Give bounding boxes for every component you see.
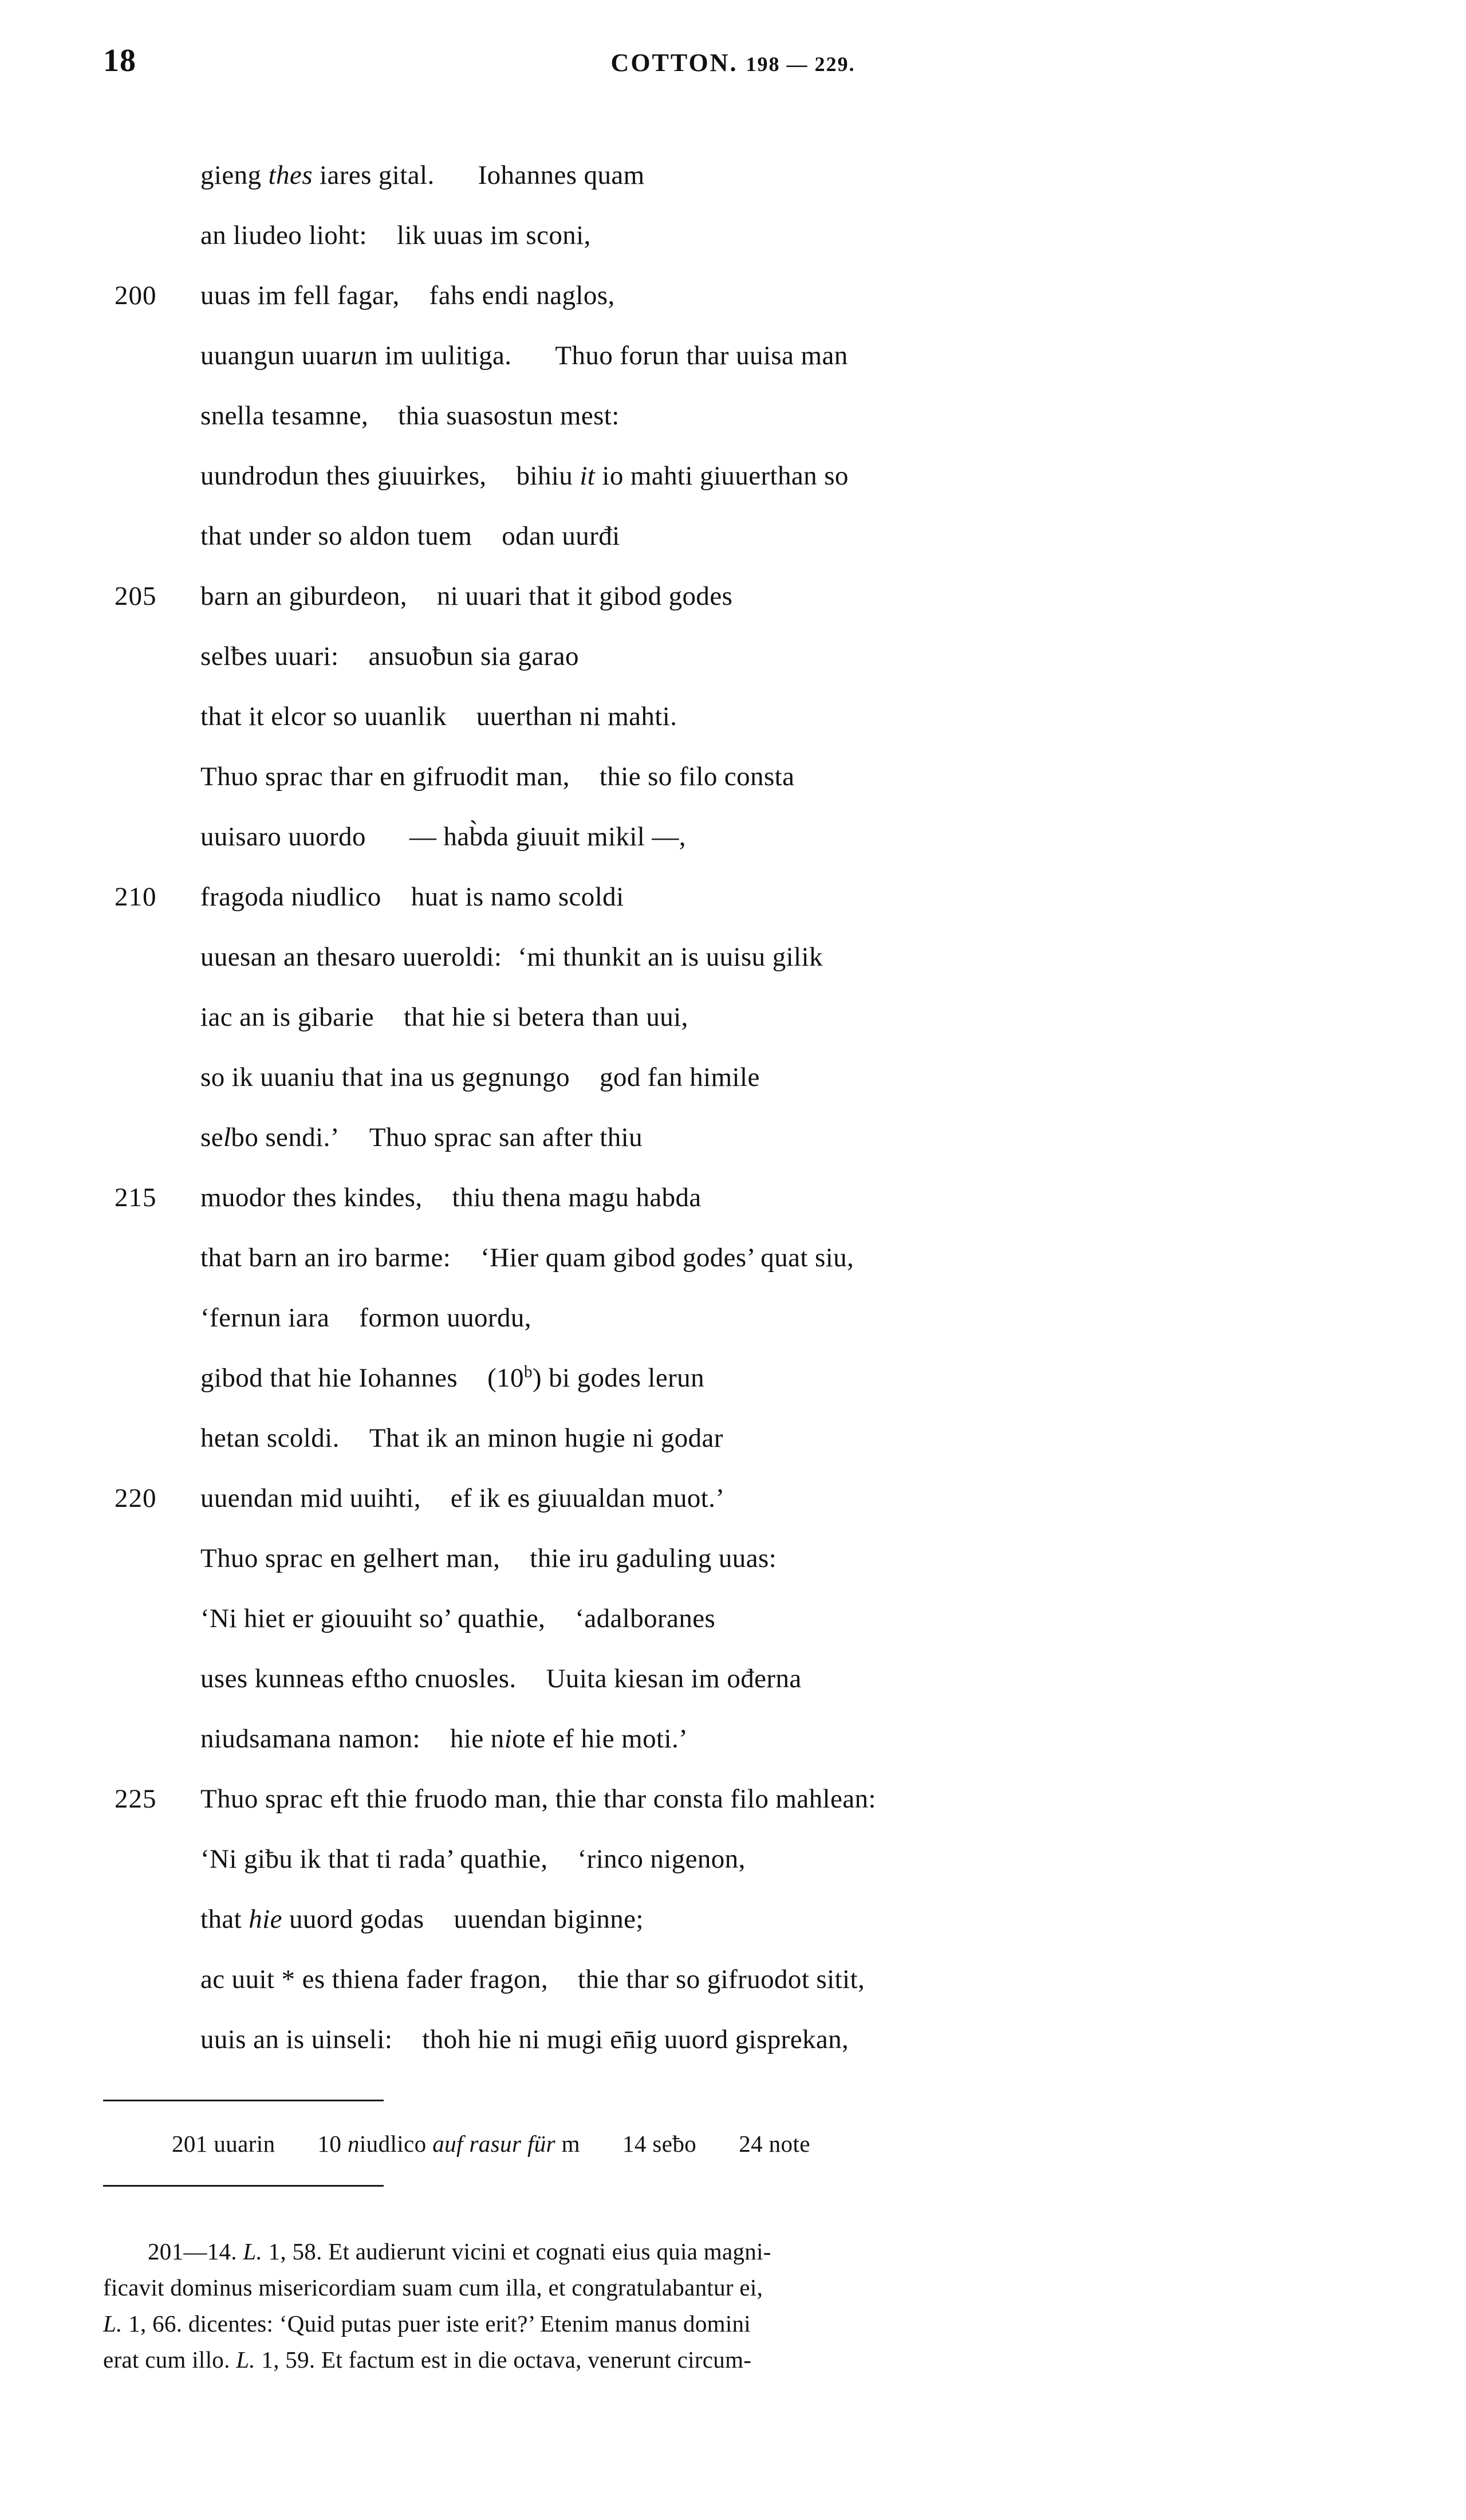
verse-line-text: [200, 1408, 723, 1468]
verse-line: [120, 1529, 1403, 1589]
page-title-manuscript: COTTON.: [610, 49, 738, 77]
verse-line: [120, 1108, 1403, 1168]
verse-text-run: ‘adalboranes: [575, 1604, 716, 1633]
verse-line-text: [200, 266, 615, 326]
verse-text-run: Thuo sprac en gelhert man,: [200, 1544, 501, 1573]
verse-text-run: hie n: [450, 1724, 505, 1754]
latin-note-siglum: L.: [103, 2310, 123, 2337]
verse-text-run: uses kunneas eftho cnuosles.: [200, 1664, 517, 1694]
verse-block: [0, 145, 1466, 2070]
page-title: [0, 50, 1466, 76]
verse-text-run: that it elcor so uuanlik: [200, 702, 447, 731]
verse-line-number: 200: [115, 281, 157, 310]
verse-line: [120, 1829, 1403, 1889]
verse-text-run: uuendan mid uuihti,: [200, 1483, 421, 1513]
verse-text-run: bo sendi.’: [231, 1123, 340, 1152]
verse-line: [120, 386, 1403, 446]
latin-source-notes: [0, 2234, 1466, 2378]
verse-text-run: ) bi godes lerun: [532, 1363, 704, 1393]
verse-line-text: [200, 1468, 724, 1529]
verse-line: [120, 807, 1403, 867]
latin-note-chapter: 1, 58.: [262, 2238, 329, 2265]
apparatus-entry: [172, 2128, 275, 2160]
verse-text-italic: l: [223, 1123, 231, 1152]
latin-note-line: [103, 2306, 1363, 2342]
verse-text-run: iac an is gibarie: [200, 1002, 375, 1032]
verse-line: [120, 1889, 1403, 1950]
verse-text-run: huat is namo scoldi: [411, 882, 624, 912]
verse-text-run: uuesan an thesaro uueroldi:: [200, 942, 502, 972]
verse-text-run: snella tesamne,: [200, 401, 369, 431]
latin-note-chapter: 1, 59.: [255, 2346, 316, 2373]
verse-line: [120, 326, 1403, 386]
latin-note-line: [103, 2234, 1363, 2270]
apparatus-reading: seƀo: [652, 2131, 697, 2157]
apparatus-rule-top: [103, 2100, 384, 2101]
latin-note-text: ficavit dominus misericordiam suam cum illa, et congratulabantur ei,: [103, 2274, 763, 2301]
verse-text-run: ‘rinco nigenon,: [577, 1844, 746, 1874]
verse-text-italic: u: [350, 341, 364, 371]
verse-line: [120, 145, 1403, 206]
verse-line-text: [200, 1348, 704, 1408]
verse-line: [120, 1228, 1403, 1288]
verse-line: [120, 927, 1403, 987]
verse-text-run: (10: [487, 1363, 524, 1393]
verse-text-run: n im uulitiga.: [364, 341, 512, 371]
verse-text-run: Iohannes quam: [478, 160, 645, 190]
verse-line-text: [200, 807, 686, 867]
verse-text-italic: i: [504, 1724, 513, 1754]
verse-line-text: [200, 1589, 715, 1649]
page-number: 18: [103, 43, 136, 78]
verse-text-run: ac uuit * es thiena fader fragon,: [200, 1964, 548, 1994]
verse-text-run: so ik uuaniu that ina us gegnungo: [200, 1062, 570, 1092]
verse-line: [120, 446, 1403, 506]
verse-line: [120, 1408, 1403, 1468]
verse-line-text: [200, 927, 823, 987]
verse-text-italic: it: [580, 461, 596, 491]
apparatus-italic-letter: n: [347, 2131, 360, 2157]
latin-note-line: [103, 2270, 1363, 2306]
verse-text-run: thie so filo consta: [599, 762, 795, 792]
verse-text-run: ansuoƀun sia garao: [368, 641, 579, 671]
verse-line-text: [200, 1709, 688, 1769]
page-title-line-range: 198 — 229.: [746, 53, 856, 76]
latin-note-text: dicentes: ‘Quid putas puer iste erit?’ Etenim manus domini: [182, 2310, 751, 2337]
apparatus-reading: iudlico: [359, 2131, 427, 2157]
verse-line-text: [200, 506, 620, 566]
verse-text-run: uuas im fell fagar,: [200, 281, 400, 310]
verse-line-text: [200, 2010, 849, 2070]
verse-line-text: [200, 1769, 876, 1829]
verse-text-run: Thuo sprac eft thie fruodo man, thie thar consta filo mahlean:: [200, 1784, 876, 1814]
verse-text-run: god fan himile: [600, 1062, 760, 1092]
verse-text-run: That ik an minon hugie ni godar: [369, 1423, 723, 1453]
verse-line-number: 215: [115, 1183, 157, 1212]
apparatus-line-ref: 14: [622, 2131, 653, 2157]
verse-text-run: — hab̀da giuuit mikil —,: [409, 822, 686, 852]
verse-text-run: hetan scoldi.: [200, 1423, 340, 1453]
verse-text-run: that hie si betera than uui,: [404, 1002, 688, 1032]
apparatus-entry: [318, 2128, 580, 2160]
verse-text-run: thie iru gaduling uuas:: [530, 1544, 777, 1573]
latin-note-line-ref: 201—14.: [148, 2238, 243, 2265]
verse-line: [115, 1468, 1403, 1529]
verse-text-run: an liudeo lioht:: [200, 220, 367, 250]
verse-text-run: selƀes uuari:: [200, 641, 339, 671]
verse-text-run: lik uuas im sconi,: [396, 220, 591, 250]
verse-line-text: [200, 206, 591, 266]
verse-text-run: ‘fernun iara: [200, 1303, 330, 1333]
verse-line-text: [200, 145, 645, 206]
apparatus-reading: uuarin: [214, 2131, 275, 2157]
verse-line: [120, 1589, 1403, 1649]
verse-text-run: uuendan biginne;: [454, 1904, 644, 1934]
verse-line-text: [200, 987, 688, 1048]
apparatus-entry: [739, 2128, 810, 2160]
verse-text-run: that under so aldon tuem: [200, 521, 472, 551]
verse-text-run: uuis an is uinseli:: [200, 2025, 393, 2054]
verse-text-run: uuerthan ni mahti.: [476, 702, 677, 731]
verse-text-run: ‘mi thunkit an is uuisu gilik: [518, 942, 823, 972]
verse-text-run: bihiu: [516, 461, 580, 491]
verse-line-text: [200, 867, 624, 927]
verse-text-run: odan uurđi: [502, 521, 620, 551]
verse-text-run: io mahti giuuerthan so: [595, 461, 849, 491]
verse-line: [115, 867, 1403, 927]
verse-line-number: 210: [115, 882, 157, 912]
verse-text-run: uundrodun thes giuuirkes,: [200, 461, 487, 491]
verse-text-run: ‘Hier quam gibod godes’ quat siu,: [480, 1243, 854, 1273]
verse-line: [120, 1348, 1403, 1408]
verse-line: [120, 987, 1403, 1048]
verse-line-text: [200, 1829, 746, 1889]
verse-line: [115, 1168, 1403, 1228]
verse-line-text: [200, 1288, 531, 1348]
verse-text-run: formon uuordu,: [359, 1303, 531, 1333]
verse-text-run: fragoda niudlico: [200, 882, 381, 912]
verse-line-text: [200, 1108, 643, 1168]
verse-text-run: thiu thena magu habda: [452, 1183, 702, 1212]
apparatus-rule-bottom: [103, 2185, 384, 2187]
apparatus-note-italic: auf rasur für: [426, 2131, 556, 2157]
verse-text-italic: thes: [268, 160, 313, 190]
verse-line-number: 225: [115, 1784, 157, 1814]
apparatus-reading: note: [769, 2131, 810, 2157]
verse-line: [120, 1649, 1403, 1709]
verse-line-number: 220: [115, 1483, 157, 1513]
verse-line-text: [200, 687, 677, 747]
verse-line: [120, 206, 1403, 266]
verse-text-run: uuangun uuar: [200, 341, 350, 371]
verse-line: [120, 1048, 1403, 1108]
verse-line: [120, 627, 1403, 687]
latin-note-line: [103, 2342, 1363, 2378]
latin-note-chapter: 1, 66.: [122, 2310, 183, 2337]
verse-text-run: thie thar so gifruodot sitit,: [577, 1964, 865, 1994]
verse-line-text: [200, 627, 579, 687]
verse-text-run: muodor thes kindes,: [200, 1183, 423, 1212]
verse-text-run: that barn an iro barme:: [200, 1243, 451, 1273]
verse-text-italic: hie: [249, 1904, 282, 1934]
verse-line: [115, 266, 1403, 326]
apparatus-line-ref: 10: [317, 2131, 348, 2157]
verse-text-run: thoh hie ni mugi en̄ig uuord gisprekan,: [422, 2025, 849, 2054]
running-head: [0, 0, 1466, 86]
apparatus-entry: [622, 2128, 696, 2160]
verse-line-text: [200, 1950, 865, 2010]
verse-line-text: [200, 1889, 644, 1950]
verse-line: [115, 566, 1403, 627]
verse-text-run: thia suasostun mest:: [398, 401, 620, 431]
verse-line-number: 205: [115, 581, 157, 611]
verse-text-run: gibod that hie Iohannes: [200, 1363, 458, 1393]
verse-text-run: barn an giburdeon,: [200, 581, 407, 611]
latin-note-siglum: L.: [236, 2346, 255, 2373]
verse-line: [120, 1950, 1403, 2010]
verse-text-run: ni uuari that it gibod godes: [436, 581, 733, 611]
verse-line: [120, 1288, 1403, 1348]
verse-text-run: iares gital.: [312, 160, 435, 190]
latin-note-text: Et audierunt vicini et cognati eius quia magni-: [328, 2238, 771, 2265]
apparatus-note-tail: m: [555, 2131, 580, 2157]
verse-line-text: [200, 747, 794, 807]
apparatus-line-ref: 201: [172, 2131, 214, 2157]
verse-text-run: uuord godas: [282, 1904, 424, 1934]
apparatus-line-ref: 24: [739, 2131, 769, 2157]
verse-line-text: [200, 1168, 702, 1228]
verse-line-text: [200, 326, 848, 386]
verse-text-run: Uuita kiesan im ođerna: [546, 1664, 802, 1694]
verse-line-text: [200, 566, 732, 627]
verse-text-run: gieng: [200, 160, 269, 190]
latin-note-siglum: L.: [243, 2238, 263, 2265]
verse-line: [115, 1769, 1403, 1829]
verse-line: [120, 1709, 1403, 1769]
verse-text-run: ‘Ni giƀu ik that ti rada’ quathie,: [200, 1844, 548, 1874]
verse-text-run: niudsamana namon:: [200, 1724, 421, 1754]
verse-text-run: Thuo sprac san after thiu: [369, 1123, 643, 1152]
verse-text-run: ‘Ni hiet er giouuiht so’ quathie,: [200, 1604, 546, 1633]
verse-line-text: [200, 386, 620, 446]
verse-text-run: that: [200, 1904, 249, 1934]
verse-line-text: [200, 1048, 760, 1108]
folio-superscript: b: [523, 1363, 533, 1381]
verse-line: [120, 2010, 1403, 2070]
verse-text-run: Thuo sprac thar en gifruodit man,: [200, 762, 570, 792]
verse-line: [120, 747, 1403, 807]
verse-line: [120, 506, 1403, 566]
verse-line-text: [200, 1529, 777, 1589]
verse-line-text: [200, 446, 849, 506]
verse-text-run: fahs endi naglos,: [429, 281, 615, 310]
latin-note-text: erat cum illo.: [103, 2346, 237, 2373]
verse-text-run: Thuo forun thar uuisa man: [555, 341, 848, 371]
latin-note-text: Et factum est in die octava, venerunt circum-: [315, 2346, 752, 2373]
verse-line: [120, 687, 1403, 747]
verse-text-run: uuisaro uuordo: [200, 822, 366, 852]
verse-line-text: [200, 1649, 802, 1709]
verse-text-run: ote ef hie moti.’: [512, 1724, 688, 1754]
verse-text-run: se: [200, 1123, 223, 1152]
critical-apparatus: [0, 2128, 1466, 2160]
verse-text-run: ef ik es giuualdan muot.’: [450, 1483, 725, 1513]
verse-line-text: [200, 1228, 854, 1288]
